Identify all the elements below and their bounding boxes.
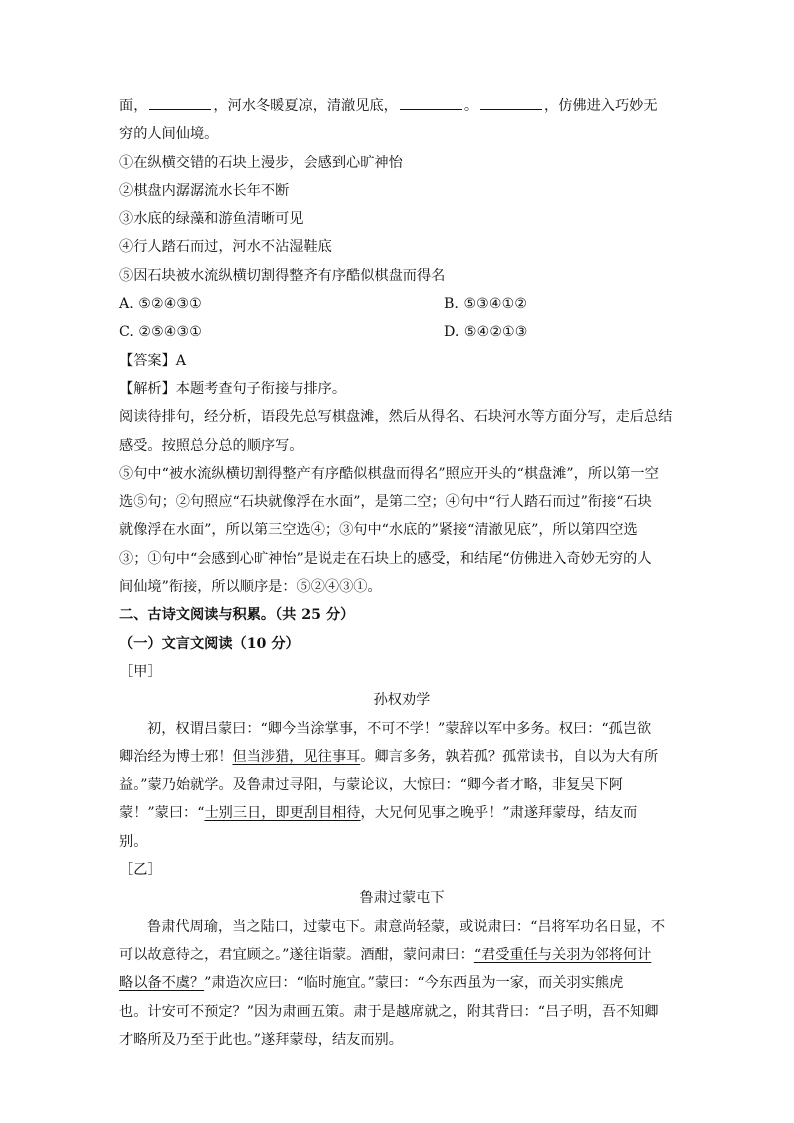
list-item: ①在纵横交错的石块上漫步，会感到心旷神怡 — [119, 154, 403, 171]
analysis-line: 阅读待排句，经分析，语段先总写棋盘滩，然后从得名、石块河水等方面分写，走后总结 — [119, 409, 673, 426]
passage-line: 才略所及乃至于此也。”遂拜蒙母，结友而别。 — [119, 1031, 403, 1048]
list-item: ②棋盘内潺潺流水长年不断 — [119, 182, 290, 199]
passage-line: 初，权谓吕蒙曰：“卿今当涂掌事，不可不学！”蒙辞以军中多务。权曰：“孤岂欲 — [147, 720, 652, 737]
option-c: C. ②⑤④③① — [119, 324, 202, 341]
passage-line: 益。”蒙乃始就学。及鲁肃过寻阳，与蒙论议，大惊曰：“卿今者才略，非复吴下阿 — [119, 777, 623, 794]
answer: 【答案】A — [119, 352, 186, 369]
passage-tag-jia: ［甲］ — [119, 663, 162, 680]
intro-text: 面， — [119, 98, 148, 114]
intro-line-1 — [119, 92, 685, 120]
passage-line: 可以故意待之，君宜顾之。”遂往诣蒙。酒酣，蒙问肃曰：“君受重任与关羽为邻将何计 — [119, 946, 652, 963]
underlined-sentence: 但当涉猎，见往事耳 — [232, 748, 361, 765]
intro-text: ，河水冬暖夏凉，清澈见底， — [213, 98, 398, 114]
passage-line: 卿治经为博士邪！但当涉猎，见往事耳。卿言多务，孰若孤？孤常读书，自以为大有所 — [119, 748, 659, 765]
passage-line: 略以备不虞？”肃造次应曰：“临时施宜。”蒙曰：“今东西虽为一家，而关羽实熊虎 — [119, 975, 624, 992]
section-heading: 二、古诗文阅读与积累。（共 25 分） — [119, 607, 355, 624]
fill-blank-3 — [480, 95, 542, 110]
subsection-heading: （一）文言文阅读（10 分） — [119, 635, 300, 652]
analysis-line: ③；①句中“会感到心旷神怡”是说走在石块上的感受，和结尾“仿佛进入奇妙无穷的人 — [119, 550, 652, 567]
intro-text: ，仿佛进入巧妙无 — [544, 98, 658, 114]
underlined-sentence: 略以备不虞？ — [119, 975, 205, 992]
analysis-line: 间仙境”衔接，所以顺序是：⑤②④③①。 — [119, 579, 382, 596]
fill-blank-2 — [400, 95, 462, 110]
fill-blank-1 — [149, 95, 211, 110]
passage-line: 蒙！”蒙曰：“士别三日，即更刮目相待，大兄何见事之晚乎！”肃遂拜蒙母，结友而 — [119, 805, 638, 822]
passage-line: 别。 — [119, 833, 148, 850]
analysis-line: 选⑤句；②句照应“石块就像浮在水面”，是第二空；④句中“行人踏石而过”衔接“石块 — [119, 494, 652, 511]
intro-line-2: 穷的人间仙境。 — [119, 126, 219, 143]
list-item: ⑤因石块被水流纵横切割得整齐有序酷似棋盘而得名 — [119, 267, 446, 284]
document-page — [119, 92, 685, 1054]
analysis-line: ⑤句中“被水流纵横切割得整产有序酷似棋盘而得名”照应开头的“棋盘滩”，所以第一空 — [119, 465, 659, 482]
list-item: ④行人踏石而过，河水不沾湿鞋底 — [119, 239, 332, 256]
passage-tag-yi: ［乙］ — [119, 862, 162, 879]
option-d: D. ⑤④②①③ — [444, 324, 528, 341]
underlined-sentence: 士别三日，即更刮目相待 — [204, 805, 361, 822]
analysis-line: 就像浮在水面”，所以第三空选④；③句中“水底的”紧接“清澈见底”，所以第四空选 — [119, 522, 638, 539]
passage-line: 也。计安可不预定？”因为肃画五策。肃于是越席就之，附其背曰：“吕子明，吾不知卿 — [119, 1003, 659, 1020]
passage-title-yi: 鲁肃过蒙屯下 — [359, 890, 445, 907]
options-row-2 — [119, 318, 685, 346]
analysis-heading: 【解析】本题考查句子衔接与排序。 — [119, 380, 347, 397]
underlined-sentence: “君受重任与关羽为邻将何计 — [473, 946, 652, 963]
intro-text: 。 — [463, 98, 479, 114]
passage-line: 鲁肃代周瑜，当之陆口，过蒙屯下。肃意尚轻蒙，或说肃曰：“吕将军功名日显，不 — [147, 918, 666, 935]
passage-title-jia: 孙权劝学 — [373, 692, 431, 709]
options-row-1 — [119, 290, 685, 318]
option-b: B. ⑤③④①② — [444, 296, 528, 313]
analysis-line: 感受。按照总分总的顺序写。 — [119, 437, 304, 454]
option-a: A. ⑤②④③① — [119, 296, 202, 313]
list-item: ③水底的绿藻和游鱼清晰可见 — [119, 211, 304, 228]
